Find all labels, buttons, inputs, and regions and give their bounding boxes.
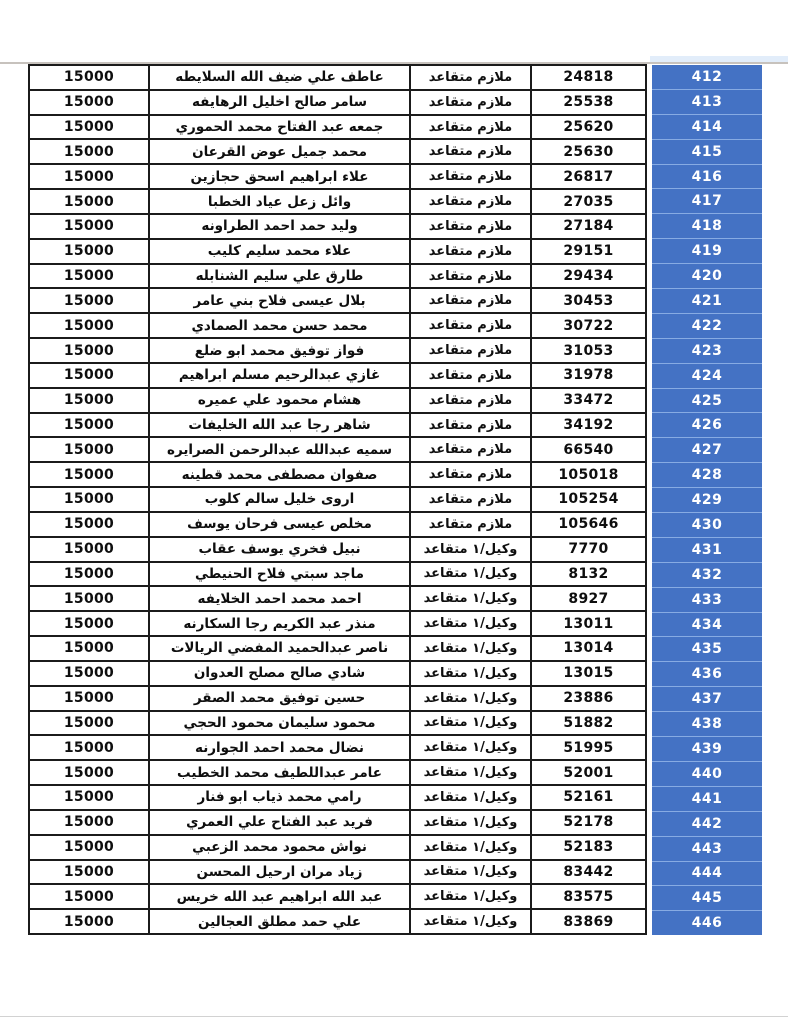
amount-cell: 15000 <box>63 590 115 607</box>
name-cell: سامر صالح اخليل الرهايفه <box>148 91 409 114</box>
amount-cell: 15000 <box>63 466 115 483</box>
row-number-cell: 419 <box>652 239 762 264</box>
row-number-cell: 434 <box>652 613 762 638</box>
table-row <box>30 910 645 933</box>
table-row <box>30 66 645 91</box>
row-number-cell: 430 <box>652 513 762 538</box>
amount-cell: 15000 <box>63 317 115 334</box>
name-cell: فريد عبد الفتاح علي العمري <box>148 811 409 834</box>
id-cell: 52161 <box>530 786 645 809</box>
table-row <box>30 91 645 116</box>
rank-cell: وكيل/١ متقاعد <box>409 836 530 859</box>
row-number-cell: 442 <box>652 812 762 837</box>
amount-cell: 15000 <box>63 516 115 533</box>
amount-cell: 15000 <box>63 690 115 707</box>
table-row <box>30 265 645 290</box>
amount-cell: 15000 <box>63 888 115 905</box>
row-number-cell: 431 <box>652 538 762 563</box>
row-number-cell: 423 <box>652 339 762 364</box>
row-number-cell: 437 <box>652 687 762 712</box>
row-number-cell: 440 <box>652 762 762 787</box>
rank-cell: ملازم متقاعد <box>409 91 530 114</box>
table-row <box>30 587 645 612</box>
table-row <box>30 364 645 389</box>
row-number-cell: 446 <box>652 911 762 935</box>
rank-cell: وكيل/١ متقاعد <box>409 861 530 884</box>
name-cell: محمود سليمان محمود الحجي <box>148 712 409 735</box>
amount-cell: 15000 <box>63 665 115 682</box>
id-cell: 33472 <box>530 389 645 412</box>
name-cell: طارق علي سليم الشنابله <box>148 265 409 288</box>
name-cell: اروى خليل سالم كلوب <box>148 488 409 511</box>
row-number-cell: 433 <box>652 588 762 613</box>
id-cell: 30453 <box>530 289 645 312</box>
row-number-cell: 429 <box>652 488 762 513</box>
name-cell: عبد الله ابراهيم عبد الله خريس <box>148 885 409 908</box>
rank-cell: ملازم متقاعد <box>409 364 530 387</box>
amount-cell: 15000 <box>63 342 115 359</box>
rank-cell: ملازم متقاعد <box>409 215 530 238</box>
name-cell: نواش محمود محمد الزعبي <box>148 836 409 859</box>
amount-cell: 15000 <box>63 143 115 160</box>
table-row <box>30 761 645 786</box>
rank-cell: وكيل/١ متقاعد <box>409 761 530 784</box>
id-cell: 66540 <box>530 438 645 461</box>
amount-cell: 15000 <box>63 863 115 880</box>
row-number-cell: 444 <box>652 862 762 887</box>
rank-cell: وكيل/١ متقاعد <box>409 736 530 759</box>
name-cell: غازي عبدالرحيم مسلم ابراهيم <box>148 364 409 387</box>
id-cell: 51995 <box>530 736 645 759</box>
rank-cell: ملازم متقاعد <box>409 513 530 536</box>
id-cell: 26817 <box>530 165 645 188</box>
name-cell: عاطف علي ضيف الله السلايطه <box>148 66 409 89</box>
id-cell: 52178 <box>530 811 645 834</box>
table-row <box>30 836 645 861</box>
row-number-cell: 413 <box>652 90 762 115</box>
id-cell: 25538 <box>530 91 645 114</box>
name-cell: رامي محمد ذياب ابو فنار <box>148 786 409 809</box>
table-row <box>30 861 645 886</box>
row-number-cell: 414 <box>652 115 762 140</box>
name-cell: فواز توفيق محمد ابو ضلع <box>148 339 409 362</box>
name-cell: بلال عيسى فلاح بني عامر <box>148 289 409 312</box>
table-row <box>30 687 645 712</box>
name-cell: مخلص عيسى فرحان يوسف <box>148 513 409 536</box>
rank-cell: ملازم متقاعد <box>409 66 530 89</box>
id-cell: 83869 <box>530 910 645 933</box>
rank-cell: ملازم متقاعد <box>409 265 530 288</box>
name-cell: عامر عبداللطيف محمد الخطيب <box>148 761 409 784</box>
amount-cell: 15000 <box>63 367 115 384</box>
amount-cell: 15000 <box>63 640 115 657</box>
row-number-cell: 441 <box>652 787 762 812</box>
table-row <box>30 563 645 588</box>
table-row <box>30 240 645 265</box>
row-number-cell: 418 <box>652 214 762 239</box>
name-cell: زياد مران ارحيل المحسن <box>148 861 409 884</box>
table-row <box>30 612 645 637</box>
row-number-cell: 426 <box>652 413 762 438</box>
table-row <box>30 712 645 737</box>
id-cell: 52183 <box>530 836 645 859</box>
rank-cell: وكيل/١ متقاعد <box>409 786 530 809</box>
rank-cell: وكيل/١ متقاعد <box>409 662 530 685</box>
rank-cell: وكيل/١ متقاعد <box>409 885 530 908</box>
rank-cell: وكيل/١ متقاعد <box>409 687 530 710</box>
rank-cell: ملازم متقاعد <box>409 314 530 337</box>
name-cell: هشام محمود علي عميره <box>148 389 409 412</box>
id-cell: 7770 <box>530 538 645 561</box>
row-number-cell: 424 <box>652 364 762 389</box>
table-row <box>30 389 645 414</box>
amount-cell: 15000 <box>63 94 115 111</box>
id-cell: 29151 <box>530 240 645 263</box>
id-cell: 13015 <box>530 662 645 685</box>
id-cell: 29434 <box>530 265 645 288</box>
table-row <box>30 513 645 538</box>
name-cell: احمد محمد احمد الخلايفه <box>148 587 409 610</box>
id-cell: 51882 <box>530 712 645 735</box>
name-cell: ناصر عبدالحميد المفضي الريالات <box>148 637 409 660</box>
row-number-column <box>652 65 762 935</box>
amount-cell: 15000 <box>63 913 115 930</box>
id-cell: 105254 <box>530 488 645 511</box>
id-cell: 8132 <box>530 563 645 586</box>
amount-cell: 15000 <box>63 541 115 558</box>
table-row <box>30 786 645 811</box>
rank-cell: ملازم متقاعد <box>409 240 530 263</box>
table-row <box>30 140 645 165</box>
rank-cell: وكيل/١ متقاعد <box>409 910 530 933</box>
amount-cell: 15000 <box>63 714 115 731</box>
amount-cell: 15000 <box>63 268 115 285</box>
rank-cell: وكيل/١ متقاعد <box>409 538 530 561</box>
id-cell: 23886 <box>530 687 645 710</box>
name-cell: حسين توفيق محمد الصقر <box>148 687 409 710</box>
scan-artifact-top-blue <box>650 56 788 62</box>
row-number-cell: 436 <box>652 662 762 687</box>
name-cell: نبيل فخري يوسف عقاب <box>148 538 409 561</box>
table-row <box>30 438 645 463</box>
table-row <box>30 116 645 141</box>
id-cell: 31978 <box>530 364 645 387</box>
id-cell: 105646 <box>530 513 645 536</box>
amount-cell: 15000 <box>63 615 115 632</box>
table-row <box>30 885 645 910</box>
table-row <box>30 339 645 364</box>
id-cell: 83442 <box>530 861 645 884</box>
id-cell: 31053 <box>530 339 645 362</box>
rank-cell: ملازم متقاعد <box>409 389 530 412</box>
name-cell: علاء محمد سليم كليب <box>148 240 409 263</box>
id-cell: 83575 <box>530 885 645 908</box>
table-row <box>30 314 645 339</box>
id-cell: 13011 <box>530 612 645 635</box>
rank-cell: ملازم متقاعد <box>409 414 530 437</box>
row-number-cell: 432 <box>652 563 762 588</box>
amount-cell: 15000 <box>63 839 115 856</box>
row-number-cell: 427 <box>652 438 762 463</box>
row-number-cell: 438 <box>652 712 762 737</box>
rank-cell: وكيل/١ متقاعد <box>409 712 530 735</box>
rank-cell: ملازم متقاعد <box>409 289 530 312</box>
amount-cell: 15000 <box>63 193 115 210</box>
row-number-cell: 412 <box>652 65 762 90</box>
id-cell: 52001 <box>530 761 645 784</box>
amount-cell: 15000 <box>63 292 115 309</box>
amount-cell: 15000 <box>63 739 115 756</box>
table-row <box>30 463 645 488</box>
rank-cell: وكيل/١ متقاعد <box>409 811 530 834</box>
amount-cell: 15000 <box>63 814 115 831</box>
name-cell: منذر عبد الكريم رجا السكارنه <box>148 612 409 635</box>
rank-cell: ملازم متقاعد <box>409 438 530 461</box>
name-cell: وليد حمد احمد الطراونه <box>148 215 409 238</box>
amount-cell: 15000 <box>63 565 115 582</box>
rank-cell: ملازم متقاعد <box>409 463 530 486</box>
id-cell: 8927 <box>530 587 645 610</box>
table-row <box>30 662 645 687</box>
amount-cell: 15000 <box>63 69 115 86</box>
table-row <box>30 190 645 215</box>
row-number-cell: 435 <box>652 637 762 662</box>
name-cell: نضال محمد احمد الجوارنه <box>148 736 409 759</box>
row-number-cell: 415 <box>652 140 762 165</box>
rank-cell: ملازم متقاعد <box>409 140 530 163</box>
name-cell: محمد جميل عوض القرعان <box>148 140 409 163</box>
amount-cell: 15000 <box>63 441 115 458</box>
name-cell: سميه عبدالله عبدالرحمن الصرايره <box>148 438 409 461</box>
table-row <box>30 414 645 439</box>
name-cell: صفوان مصطفى محمد قطينه <box>148 463 409 486</box>
rank-cell: ملازم متقاعد <box>409 488 530 511</box>
table-row <box>30 488 645 513</box>
name-cell: وائل زعل عياد الخطبا <box>148 190 409 213</box>
amount-cell: 15000 <box>63 764 115 781</box>
row-number-cell: 428 <box>652 463 762 488</box>
name-cell: علي حمد مطلق العجالين <box>148 910 409 933</box>
name-cell: محمد حسن محمد الصمادي <box>148 314 409 337</box>
pension-table <box>28 64 647 935</box>
rank-cell: وكيل/١ متقاعد <box>409 637 530 660</box>
name-cell: علاء ابراهيم اسحق حجازين <box>148 165 409 188</box>
table-row <box>30 538 645 563</box>
id-cell: 105018 <box>530 463 645 486</box>
rank-cell: ملازم متقاعد <box>409 165 530 188</box>
amount-cell: 15000 <box>63 243 115 260</box>
rank-cell: وكيل/١ متقاعد <box>409 563 530 586</box>
name-cell: شاهر رجا عبد الله الخليفات <box>148 414 409 437</box>
table-row <box>30 637 645 662</box>
rank-cell: ملازم متقاعد <box>409 339 530 362</box>
rank-cell: ملازم متقاعد <box>409 190 530 213</box>
row-number-cell: 443 <box>652 837 762 862</box>
rank-cell: وكيل/١ متقاعد <box>409 587 530 610</box>
amount-cell: 15000 <box>63 119 115 136</box>
rank-cell: وكيل/١ متقاعد <box>409 612 530 635</box>
rank-cell: ملازم متقاعد <box>409 116 530 139</box>
id-cell: 25620 <box>530 116 645 139</box>
row-number-cell: 417 <box>652 189 762 214</box>
id-cell: 30722 <box>530 314 645 337</box>
id-cell: 34192 <box>530 414 645 437</box>
amount-cell: 15000 <box>63 417 115 433</box>
name-cell: شادي صالح مصلح العدوان <box>148 662 409 685</box>
name-cell: ماجد سبتي فلاح الحنيطي <box>148 563 409 586</box>
id-cell: 27035 <box>530 190 645 213</box>
table-row <box>30 289 645 314</box>
row-number-cell: 439 <box>652 737 762 762</box>
id-cell: 27184 <box>530 215 645 238</box>
row-number-cell: 445 <box>652 886 762 911</box>
row-number-cell: 421 <box>652 289 762 314</box>
amount-cell: 15000 <box>63 218 115 235</box>
name-cell: جمعه عبد الفتاح محمد الحموري <box>148 116 409 139</box>
row-number-cell: 416 <box>652 165 762 190</box>
table-row <box>30 736 645 761</box>
table-row <box>30 215 645 240</box>
id-cell: 24818 <box>530 66 645 89</box>
row-number-cell: 420 <box>652 264 762 289</box>
id-cell: 25630 <box>530 140 645 163</box>
id-cell: 13014 <box>530 637 645 660</box>
table-row <box>30 811 645 836</box>
amount-cell: 15000 <box>63 789 115 806</box>
table-row <box>30 165 645 190</box>
row-number-cell: 422 <box>652 314 762 339</box>
amount-cell: 15000 <box>63 392 115 409</box>
amount-cell: 15000 <box>63 491 115 508</box>
amount-cell: 15000 <box>63 168 115 185</box>
scan-artifact-bottom-line <box>0 1016 788 1017</box>
row-number-cell: 425 <box>652 389 762 414</box>
